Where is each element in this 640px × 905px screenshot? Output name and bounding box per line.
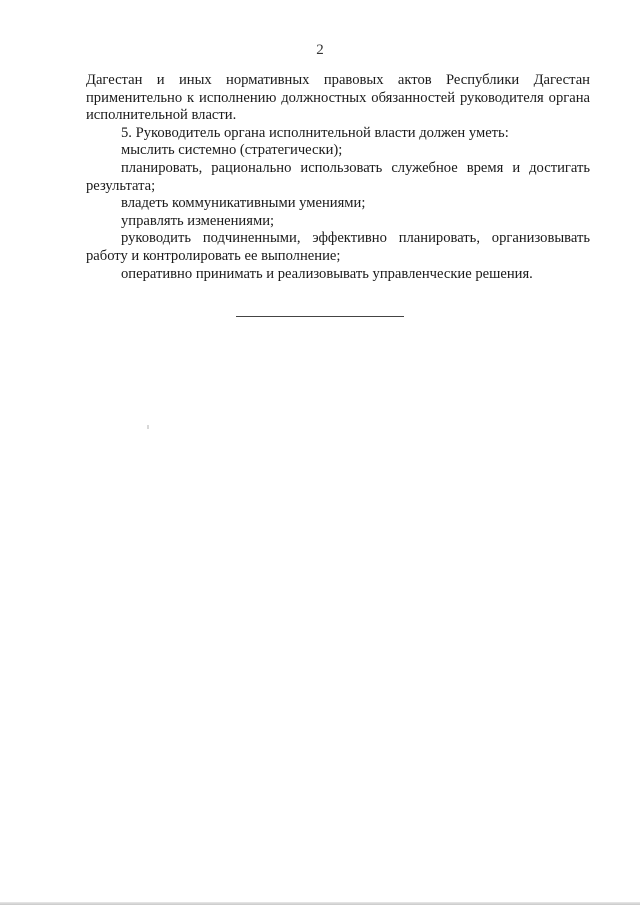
paragraph-plan-time: планировать, рационально использовать служебное время и достигать результата; [86,159,590,194]
paragraph-communication: владеть коммуникативными умениями; [121,195,366,212]
scan-speck [147,425,149,429]
end-separator-line [236,316,404,317]
paragraph-think-systemically: мыслить системно (стратегически); [121,142,343,159]
document-body [86,72,590,283]
paragraph-decisions: оперативно принимать и реализовывать управленческие решения. [121,265,533,282]
paragraph-item-5: 5. Руководитель органа исполнительной власти должен уметь: [121,124,509,141]
paragraph-lead-subordinates: руководить подчиненными, эффективно планировать, организовывать работу и контролировать ее выполнение; [86,230,590,264]
paragraph-continuation: Дагестан и иных нормативных правовых актов Республики Дагестан применительно к исполнению должностных обязанностей руководителя органа исполнительной власти. [86,72,590,124]
page-number: 2 [316,42,324,58]
paragraph-manage-changes: управлять изменениями; [121,212,275,229]
